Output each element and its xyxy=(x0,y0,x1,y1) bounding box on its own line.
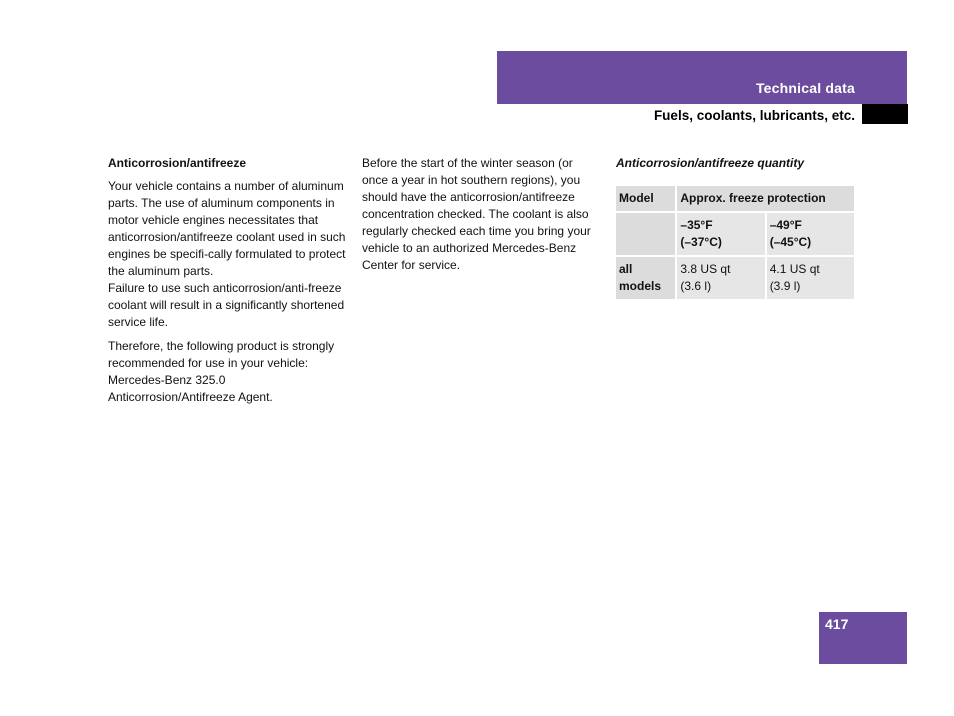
quantity1-qt: 3.8 US qt xyxy=(680,262,731,276)
product-description: Anticorrosion/Antifreeze Agent. xyxy=(108,390,273,404)
column-right xyxy=(616,155,856,301)
table-cell-quantity2 xyxy=(767,257,854,299)
temp1-celsius: (–37°C) xyxy=(680,235,722,249)
paragraph-winter-check: Before the start of the winter season (or once a year in hot southern regions), you should have the anticorrosion/antifreeze concentration checked. The coolant is also regularly checked each time you bring your vehicle to an authorized Mercedes-Benz Center for service. xyxy=(362,156,591,272)
table-row xyxy=(616,213,854,255)
temp1-fahrenheit: –35°F xyxy=(680,218,713,232)
recommendation-text: Therefore, the following product is strongly recommended for use in your vehicle: xyxy=(108,339,335,370)
table-cell-temp2 xyxy=(767,213,854,255)
quantity2-qt: 4.1 US qt xyxy=(769,262,820,276)
table-cell-empty xyxy=(616,213,675,255)
table-header-model: Model xyxy=(616,186,675,211)
quantity1-liters: (3.6 l) xyxy=(680,279,712,293)
table-header-protection: Approx. freeze protection xyxy=(677,186,854,211)
section-tab-marker xyxy=(862,104,908,124)
temp2-fahrenheit: –49°F xyxy=(769,218,802,232)
table-row xyxy=(616,257,854,299)
page-number-box xyxy=(819,612,907,664)
model-line2: models xyxy=(619,279,662,293)
section-title: Technical data xyxy=(755,80,855,96)
paragraph-aluminum-text: Your vehicle contains a number of aluminum parts. The use of aluminum components in motor vehicle engines necessitates that anticorrosion/antifreeze coolant used in such engines be specifi-cally formulated to protect the aluminum parts. xyxy=(108,179,346,278)
page-number: 417 xyxy=(825,616,849,632)
model-line1: all xyxy=(619,262,633,276)
header-bar xyxy=(497,51,907,104)
table-cell-quantity1 xyxy=(677,257,764,299)
product-name: Mercedes-Benz 325.0 xyxy=(108,373,226,387)
paragraph-recommendation xyxy=(108,338,348,406)
temp2-celsius: (–45°C) xyxy=(769,235,812,249)
heading-anticorrosion: Anticorrosion/antifreeze xyxy=(108,156,247,170)
table-cell-model xyxy=(616,257,675,299)
quantity-table xyxy=(614,184,856,301)
paragraph-aluminum-parts xyxy=(108,178,348,331)
column-left xyxy=(108,155,348,413)
quantity2-liters: (3.9 l) xyxy=(769,279,801,293)
paragraph-failure-text: Failure to use such anticorrosion/anti-freeze coolant will result in a significantly shortened service life. xyxy=(108,281,345,329)
table-header-row xyxy=(616,186,854,211)
heading-quantity: Anticorrosion/antifreeze quantity xyxy=(616,156,805,170)
subsection-title: Fuels, coolants, lubricants, etc. xyxy=(653,108,855,123)
column-middle xyxy=(362,155,602,281)
table-cell-temp1 xyxy=(677,213,764,255)
